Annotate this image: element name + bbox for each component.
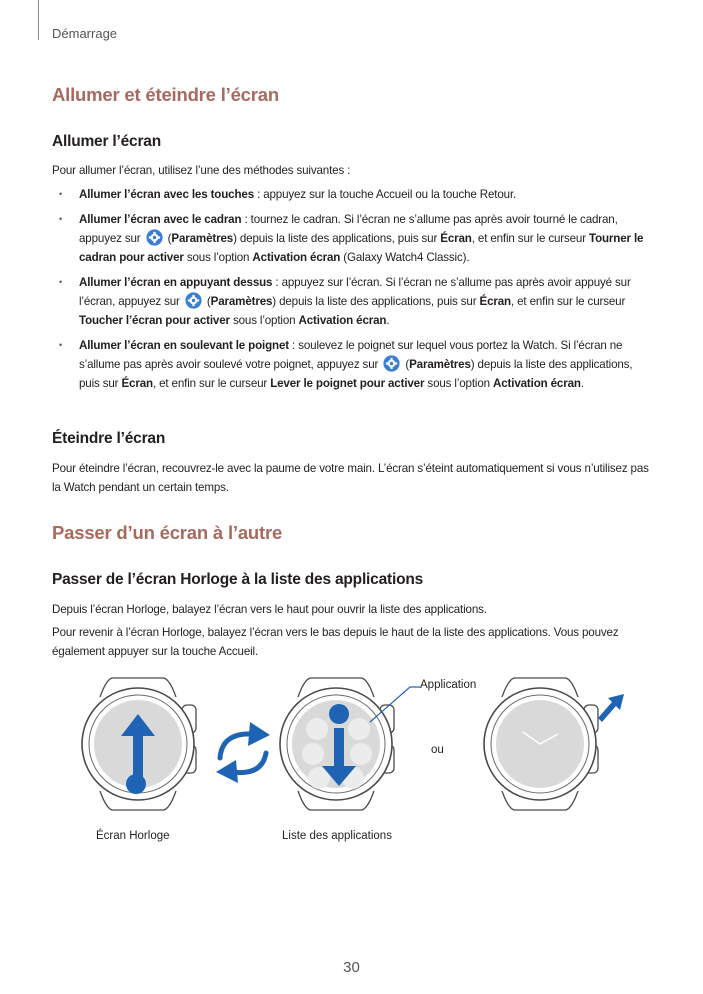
section-title-switch-screens: Passer d’un écran à l’autre bbox=[52, 522, 283, 543]
heading-turn-off: Éteindre l’écran bbox=[52, 430, 166, 447]
watch-clock-screen bbox=[82, 678, 196, 810]
settings-gear-icon bbox=[146, 229, 163, 246]
running-header: Démarrage bbox=[52, 26, 118, 41]
settings-gear-icon bbox=[185, 292, 202, 309]
page-number: 30 bbox=[343, 959, 360, 976]
callout-application: Application bbox=[420, 679, 477, 691]
heading-turn-on: Allumer l’écran bbox=[52, 133, 161, 150]
caption-apps-list: Liste des applications bbox=[282, 830, 392, 842]
turn-off-text: Pour éteindre l’écran, recouvrez-le avec la paume de votre main. L’écran s’éteint automatiquement si vous n’utilisez pas la Watch pendant un certain temps. bbox=[52, 462, 649, 494]
settings-gear-icon bbox=[383, 355, 400, 372]
list-item: • Allumer l’écran en soulevant le poignet : soulevez le poignet sur lequel vous portez la Watch. Si l’écran ne s’allume pas après avoir soulevé votre poignet, appuyez sur (Paramètres) depuis la liste des applications, puis sur Écran, et enfin sur le curseur Lever le poignet pour activer sous l’option Activation écran. bbox=[52, 336, 652, 393]
corner-rule bbox=[38, 0, 39, 40]
turn-on-methods-list bbox=[52, 185, 652, 399]
list-item: • Allumer l’écran avec les touches : appuyez sur la touche Accueil ou la touche Retour. bbox=[52, 185, 652, 204]
list-item: • Allumer l’écran avec le cadran : tournez le cadran. Si l’écran ne s’allume pas après avoir tourné le cadran, appuyez sur (Paramètres) depuis la liste des applications, puis sur Écran, et enfin sur le curseur Tourner le cadran pour activer sous l’option Activation écran (Galaxy Watch4 Classic). bbox=[52, 210, 652, 267]
swipe-up-text: Depuis l’écran Horloge, balayez l’écran vers le haut pour ouvrir la liste des applications. bbox=[52, 603, 487, 616]
or-label: ou bbox=[431, 744, 444, 756]
list-item: • Allumer l’écran en appuyant dessus : appuyez sur l’écran. Si l’écran ne s’allume pas après avoir appuyé sur l’écran, appuyez sur (Paramètres) depuis la liste des applications, puis sur Écran, et enfin sur le curseur Toucher l’écran pour activer sous l’option Activation écran. bbox=[52, 273, 652, 330]
watch-home-key bbox=[484, 678, 624, 810]
section-title-screen-on-off: Allumer et éteindre l’écran bbox=[52, 84, 279, 105]
heading-clock-to-apps: Passer de l’écran Horloge à la liste des applications bbox=[52, 571, 424, 588]
watch-apps-screen bbox=[280, 678, 394, 810]
intro-text: Pour allumer l’écran, utilisez l’une des méthodes suivantes : bbox=[52, 164, 351, 177]
caption-clock-screen: Écran Horloge bbox=[96, 830, 170, 842]
swipe-down-text: Pour revenir à l’écran Horloge, balayez l’écran vers le bas depuis le haut de la liste des applications. Vous pouvez également appuyer sur la touche Accueil. bbox=[52, 626, 619, 658]
